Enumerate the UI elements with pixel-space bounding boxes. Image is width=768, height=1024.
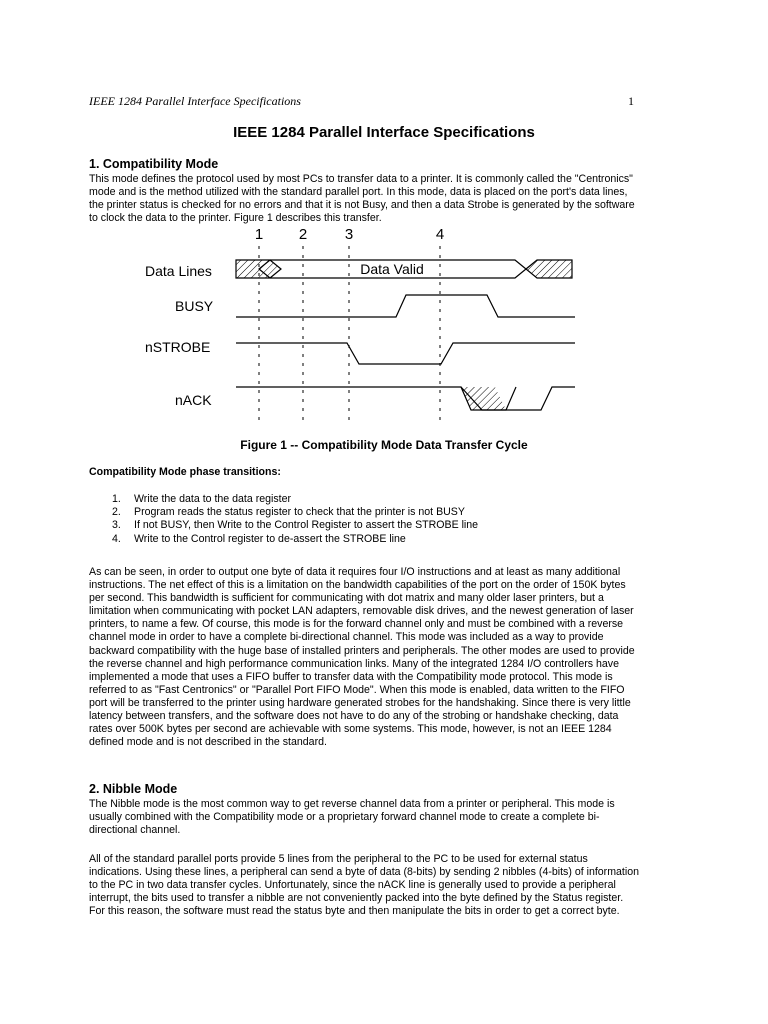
text-line: implemented a mode that uses a FIFO buffer to transfer data with the Compatibility mode protocol. This mode is [89, 670, 613, 683]
list-item: 3. If not BUSY, then Write to the Control Register to assert the STROBE line [112, 519, 479, 532]
text-line: mode and is the method utilized with the standard parallel port. In this mode, data is placed on the port's data lines, [89, 186, 628, 199]
section-1-intro [89, 173, 678, 225]
text-line: instructions. The net effect of this is a limitation on the bandwidth capabilities of the port on the order of 150K bytes [89, 579, 626, 592]
text-line: per second. This bandwidth is sufficient for communicating with dot matrix and many older laser printers, but a [89, 592, 604, 605]
data-lines-trace [236, 260, 572, 278]
signal-label-nack: nACK [175, 392, 212, 408]
data-valid-label: Data Valid [360, 261, 424, 277]
phase-label-1: 1 [254, 226, 264, 243]
nibble-paragraph-2 [89, 853, 678, 918]
text-line: backward compatibility with the huge base of installed printers and peripherals. The other modes are used to provide [89, 644, 635, 657]
compatibility-body-paragraph [89, 566, 678, 749]
text-line: This mode defines the protocol used by most PCs to transfer data to a printer. It is commonly called the "Centronics" [89, 173, 633, 185]
phase-transitions-heading: Compatibility Mode phase transitions: [89, 466, 281, 478]
phase-transition-list [112, 493, 478, 546]
section-2-heading: 2. Nibble Mode [89, 782, 178, 796]
text-line: rates over 500K bytes per second are achievable with some systems. This mode, however, is not an IEEE 1284 [89, 723, 612, 736]
text-line: referred to as "Fast Centronics" or "Parallel Port FIFO Mode". When this mode is enabled, data written to the FIFO [89, 683, 625, 696]
text-line: For this reason, the software must read the status byte and then manipulate the bits in order to get a correct byte. [89, 905, 620, 918]
text-line: interrupt, the bits used to transfer a nibble are not conveniently packed into the byte defined by the Status register. [89, 892, 624, 905]
running-header [89, 94, 634, 109]
list-item: 4. Write to the Control register to de-assert the STROBE line [112, 532, 406, 545]
text-line: channel mode in order to have a complete bi-directional channel. This mode was included as a way to provide [89, 631, 604, 644]
text-line: printers, to name a few. Of course, this mode is for the forward channel only and must be combined with a reverse [89, 618, 624, 631]
phase-labels [255, 226, 444, 243]
nack-trace [236, 387, 575, 410]
text-line: latency between transfers, and the software does not have to do any of the strobing or handshake checking, data [89, 710, 619, 723]
phase-label-2: 2 [298, 226, 308, 243]
busy-trace [236, 295, 575, 317]
signal-labels [145, 263, 214, 408]
nstrobe-trace [236, 343, 575, 364]
text-line: defined mode and is not described in the standard. [89, 736, 327, 749]
signal-label-nstrobe: nSTROBE [145, 339, 211, 355]
text-line: port will be transferred to the printer using hardware generated strobes for the handshaking. Since there is very little [89, 696, 631, 709]
phase-label-4: 4 [435, 226, 445, 243]
text-line: The Nibble mode is the most common way to get reverse channel data from a printer or peripheral. This mode is [89, 798, 615, 810]
text-line: usually combined with the Compatibility mode or a proprietary forward channel mode to create a complete bi- [89, 811, 600, 824]
text-line: directional channel. [89, 824, 181, 837]
signal-label-busy: BUSY [175, 298, 214, 314]
page-number: 1 [628, 94, 634, 108]
running-header-title: IEEE 1284 Parallel Interface Specifications [89, 94, 301, 108]
document-title: IEEE 1284 Parallel Interface Specifications [233, 124, 535, 141]
text-line: All of the standard parallel ports provide 5 lines from the peripheral to the PC to be used for external status [89, 853, 588, 865]
timing-diagram [130, 222, 592, 430]
text-line: to clock the data to the printer. Figure 1 describes this transfer. [89, 212, 382, 225]
list-item: 2. Program reads the status register to check that the printer is not BUSY [112, 506, 465, 519]
list-item: 1. Write the data to the data register [112, 493, 292, 505]
text-line: limitation when communicating with pocket LAN adapters, removable disk drives, and the newest generation of laser [89, 605, 634, 618]
signal-label-data-lines: Data Lines [145, 263, 212, 279]
figure-caption: Figure 1 -- Compatibility Mode Data Transfer Cycle [240, 438, 528, 452]
text-line: As can be seen, in order to output one byte of data it requires four I/O instructions and at least as many additional [89, 566, 621, 578]
section-1-heading: 1. Compatibility Mode [89, 157, 219, 171]
text-line: indications. Using these lines, a peripheral can send a byte of data (8-bits) by sending 2 nibbles (4-bits) of information [89, 866, 640, 879]
phase-label-3: 3 [344, 226, 354, 243]
nibble-paragraph-1 [89, 798, 678, 837]
text-line: to the PC in two data transfer cycles. Unfortunately, since the nACK line is generally used to provide a peripheral [89, 879, 616, 892]
text-line: the reverse channel and high performance communication links. Many of the integrated 1284 I/O controllers have [89, 657, 619, 670]
text-line: the printer status is checked for no errors and that it is not Busy, and then a data Strobe is generated by the software [89, 199, 635, 212]
